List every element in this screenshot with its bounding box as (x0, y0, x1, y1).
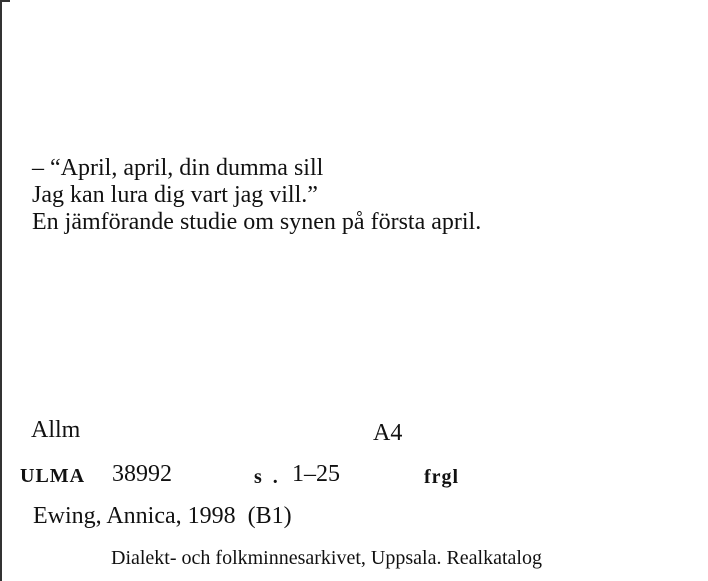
archive-number: 38992 (112, 461, 172, 487)
card-corner-mark (0, 0, 10, 2)
card-title (32, 155, 481, 236)
author-line: Ewing, Annica, 1998 (B1) (33, 503, 292, 529)
title-line-2: Jag kan lura dig vart jag vill.” (32, 182, 318, 208)
pages-label: s . (254, 466, 281, 488)
pages-value: 1–25 (292, 461, 340, 487)
format-label: A4 (373, 420, 403, 446)
topic-code: frgl (424, 466, 460, 488)
category-label: Allm (31, 417, 81, 443)
archive-label: ULMA (20, 465, 86, 487)
archive-footer: Dialekt- och folkminnesarkivet, Uppsala. Realkatalog (111, 547, 542, 569)
title-line-3: En jämförande studie om synen på första april. (32, 209, 482, 235)
title-line-1: – “April, april, din dumma sill (32, 155, 324, 181)
card-left-border (0, 0, 2, 581)
